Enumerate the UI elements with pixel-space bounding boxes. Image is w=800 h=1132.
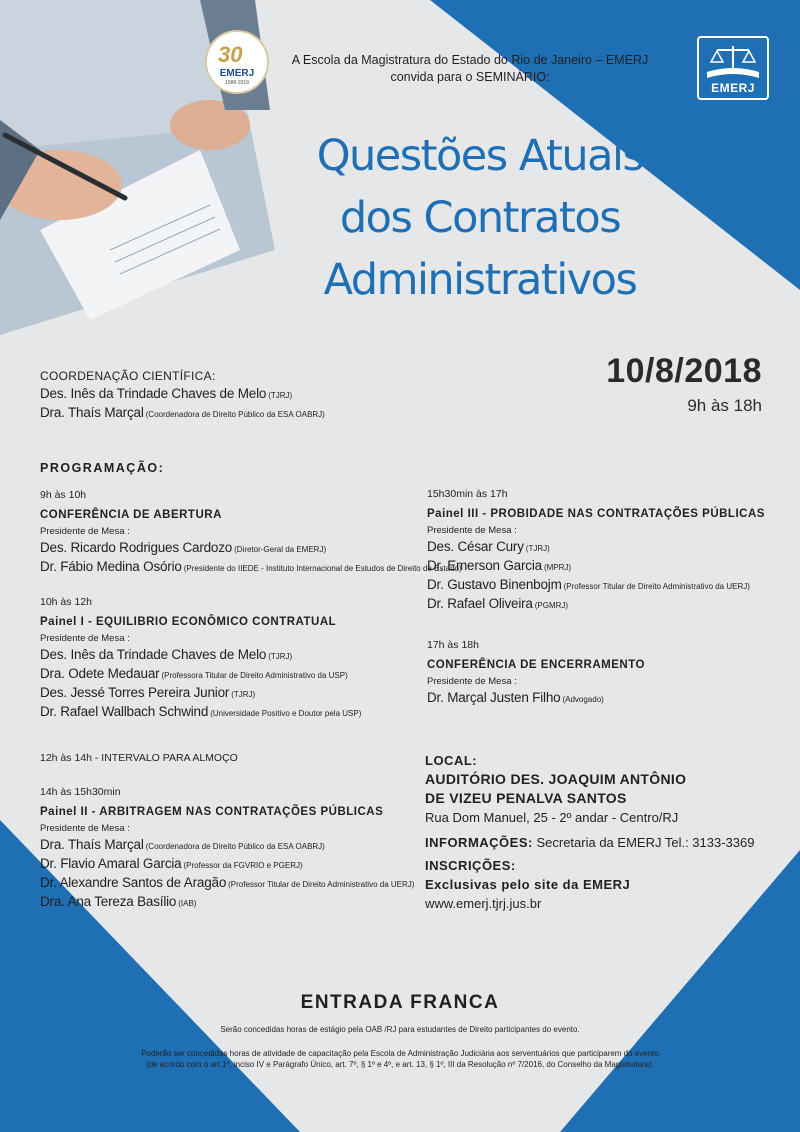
session-time: 14h às 15h30min <box>40 786 121 798</box>
event-time: 9h às 18h <box>687 396 762 415</box>
emerj-logo-text: EMERJ <box>711 81 755 95</box>
speaker <box>40 874 414 893</box>
person-affiliation: (MPRJ) <box>543 563 572 572</box>
session-time: 15h30min às 17h <box>427 488 508 500</box>
session-title: CONFERÊNCIA DE ABERTURA <box>40 509 222 521</box>
person-name: Dr. Emerson Garcia <box>427 558 542 573</box>
website-link[interactable]: www.emerj.tjrj.jus.br <box>425 896 542 911</box>
person-name: Dra. Ana Tereza Basílio <box>40 894 177 909</box>
presidente-label: Presidente de Mesa : <box>40 823 130 834</box>
person-affiliation: (TJRJ) <box>231 690 256 699</box>
session-title: CONFERÊNCIA DE ENCERRAMENTO <box>427 659 645 671</box>
person-name: Des. César Cury <box>427 539 524 554</box>
person-name: Des. Inês da Trindade Chaves de Melo <box>40 647 267 662</box>
speaker <box>40 703 361 722</box>
speaker <box>427 538 765 557</box>
person-affiliation: (Professora Titular de Direito Administrativo da USP) <box>161 671 348 680</box>
title-line-2: dos Contratos <box>339 193 621 243</box>
seminar-title <box>280 125 680 311</box>
session-time: 9h às 10h <box>40 489 87 501</box>
title-line-1: Questões Atuais <box>316 131 644 181</box>
capacitation-note <box>90 1048 710 1070</box>
person-affiliation: (Coordenadora de Direito Público da ESA OABRJ) <box>145 410 325 419</box>
person-name: Dra. Thaís Marçal <box>40 405 144 420</box>
session-title: Painel I - EQUILIBRIO ECONÔMICO CONTRATUAL <box>40 616 337 628</box>
session-time: 17h às 18h <box>427 639 479 651</box>
speaker <box>40 558 462 577</box>
coordinator-1 <box>40 385 325 404</box>
speaker <box>427 576 765 595</box>
speaker <box>40 855 414 874</box>
venue-line-2: DE VIZEU PENALVA SANTOS <box>425 790 627 806</box>
person-affiliation: (Professor da FGVRIO e PGERJ) <box>183 861 303 870</box>
speaker <box>40 836 414 855</box>
info-value: Secretaria da EMERJ Tel.: 3133-3369 <box>536 835 755 850</box>
emerj-30-years-seal <box>205 30 269 94</box>
session-title: Painel II - ARBITRAGEM NAS CONTRATAÇÕES PÚBLICAS <box>40 806 384 818</box>
person-name: Dr. Fábio Medina Osório <box>40 559 182 574</box>
inscricoes-value: Exclusivas pelo site da EMERJ <box>425 877 631 892</box>
presidente-label: Presidente de Mesa : <box>40 633 130 644</box>
info-row <box>425 833 754 852</box>
person-name: Dr. Alexandre Santos de Aragão <box>40 875 227 890</box>
invitation-line-1: A Escola da Magistratura do Estado do Rio de Janeiro – EMERJ <box>291 53 649 67</box>
person-affiliation: (PGMRJ) <box>534 601 569 610</box>
person-affiliation: (Coordenadora de Direito Público da ESA OABRJ) <box>145 842 325 851</box>
person-affiliation: (TJRJ) <box>525 544 550 553</box>
speaker <box>427 557 765 576</box>
speaker <box>40 646 361 665</box>
event-date: 10/8/2018 <box>606 352 762 390</box>
speaker <box>427 595 765 614</box>
speaker <box>427 689 645 708</box>
oab-note: Serão concedidas horas de estágio pela OAB /RJ para estudantes de Direito participantes do evento. <box>220 1025 580 1034</box>
person-affiliation: (Presidente do IIEDE - Instituto Internacional de Estudos de Direito de Estado) <box>183 564 462 573</box>
person-name: Dra. Thaís Marçal <box>40 837 144 852</box>
person-affiliation: (TJRJ) <box>268 652 293 661</box>
person-name: Dra. Odete Medauar <box>40 666 160 681</box>
location-section <box>425 751 754 913</box>
seal-label: EMERJ <box>219 68 255 79</box>
speaker <box>40 665 361 684</box>
person-name: Dr. Gustavo Binenbojm <box>427 577 562 592</box>
presidente-label: Presidente de Mesa : <box>427 676 517 687</box>
panel-2-session <box>40 784 414 912</box>
person-name: Des. Jessé Torres Pereira Junior <box>40 685 230 700</box>
coordination-section <box>40 368 325 423</box>
info-label: INFORMAÇÕES: <box>425 835 533 850</box>
person-affiliation: (TJRJ) <box>268 391 293 400</box>
person-affiliation: (Diretor-Geral da EMERJ) <box>234 545 327 554</box>
person-name: Dr. Marçal Justen Filho <box>427 690 561 705</box>
person-name: Des. Inês da Trindade Chaves de Melo <box>40 386 267 401</box>
closing-session <box>427 637 645 708</box>
program-heading: PROGRAMAÇÃO: <box>40 461 165 475</box>
person-affiliation: (Professor Titular de Direito Administrativo da UERJ) <box>563 582 750 591</box>
person-affiliation: (IAB) <box>178 899 197 908</box>
speaker <box>40 893 414 912</box>
presidente-label: Presidente de Mesa : <box>427 525 517 536</box>
presidente-label: Presidente de Mesa : <box>40 526 130 537</box>
venue-line-1: AUDITÓRIO DES. JOAQUIM ANTÔNIO <box>425 771 687 787</box>
seal-number: 30 <box>218 42 243 67</box>
coordinator-2 <box>40 404 325 423</box>
scales-book-icon <box>699 42 767 82</box>
location-heading: LOCAL: <box>425 753 478 768</box>
person-name: Dr. Rafael Oliveira <box>427 596 533 611</box>
capacitation-note-line-2: (de acordo com o art.1º, inciso IV e Parágrafo Único, art. 7º, § 1º e 4º, e art. 13, § 1º, III da Resolução nº 7/2016, do Conselho da Magistratura). <box>145 1060 655 1069</box>
person-name: Dr. Flavio Amaral Garcia <box>40 856 182 871</box>
venue-address: Rua Dom Manuel, 25 - 2º andar - Centro/RJ <box>425 810 679 825</box>
panel-3-session <box>427 486 765 614</box>
speaker <box>40 684 361 703</box>
seal-years: 1988-2018 <box>225 80 249 86</box>
panel-1-session <box>40 594 361 722</box>
session-time: 10h às 12h <box>40 596 92 608</box>
invitation-text <box>280 52 660 86</box>
person-name: Dr. Rafael Wallbach Schwind <box>40 704 209 719</box>
person-affiliation: (Advogado) <box>562 695 604 704</box>
lunch-break: 12h às 14h - INTERVALO PARA ALMOÇO <box>40 752 238 764</box>
inscricoes-label: INSCRIÇÕES: <box>425 858 516 873</box>
coordination-heading: COORDENAÇÃO CIENTÍFICA: <box>40 369 216 383</box>
emerj-logo <box>697 36 769 100</box>
title-line-3: Administrativos <box>323 255 637 305</box>
speaker <box>40 539 462 558</box>
person-name: Des. Ricardo Rodrigues Cardozo <box>40 540 233 555</box>
person-affiliation: (Universidade Positivo e Doutor pela USP) <box>210 709 362 718</box>
capacitation-note-line-1: Poderão ser concedidas horas de atividade de capacitação pela Escola de Administração Judiciária aos serventuários que participarem do evento <box>141 1049 659 1058</box>
invitation-line-2: convida para o SEMINÁRIO: <box>390 70 550 84</box>
opening-session <box>40 487 462 577</box>
session-title: Painel III - PROBIDADE NAS CONTRATAÇÕES PÚBLICAS <box>427 508 765 520</box>
entrada-franca: ENTRADA FRANCA <box>300 992 500 1013</box>
person-affiliation: (Professor Titular de Direito Administrativo da UERJ) <box>228 880 415 889</box>
